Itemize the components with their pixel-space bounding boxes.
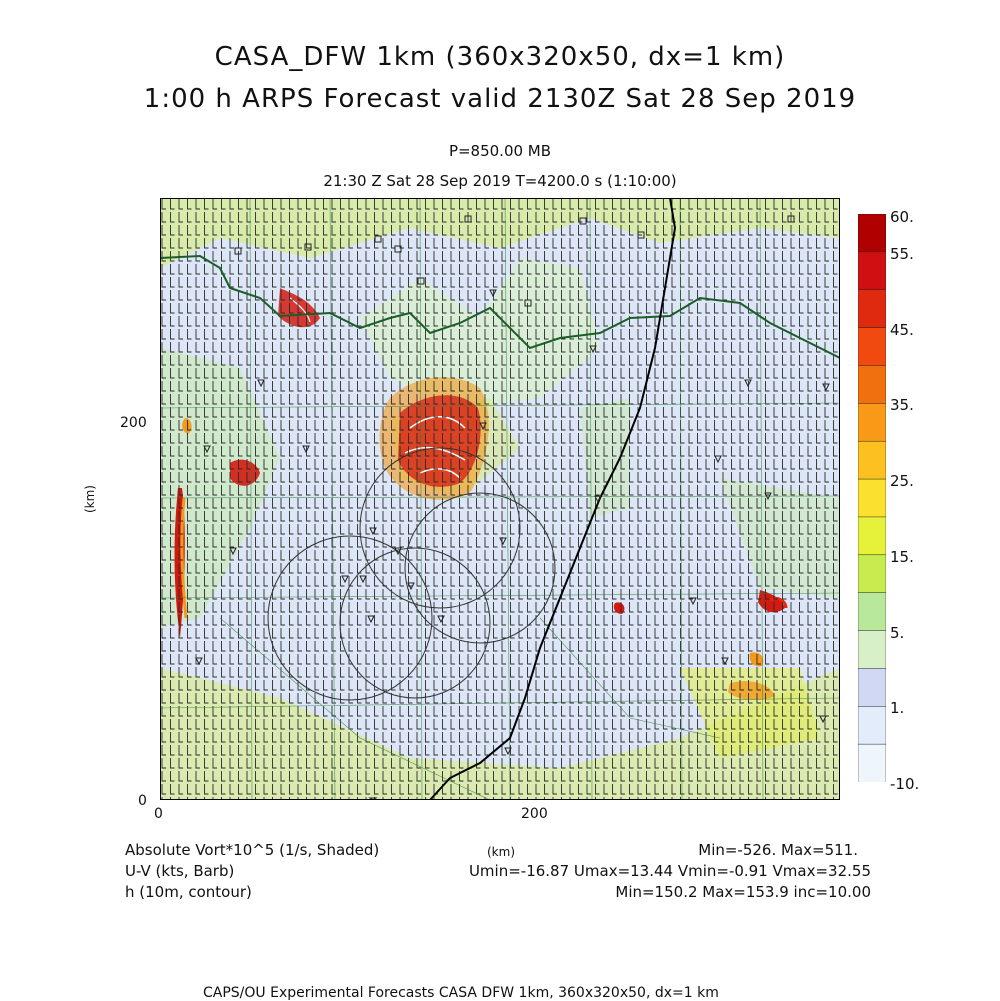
y-tick-200: 200 [120,415,147,431]
legend-stats-wind: Umin=-16.87 Umax=13.44 Vmin=-0.91 Vmax=32.55 [468,862,871,880]
colorbar-swatch [858,593,886,631]
colorbar-swatch [858,668,886,706]
x-axis-unit: (km) [487,845,516,859]
colorbar-label: 35. [890,396,914,414]
colorbar-swatch [858,403,886,441]
colorbar-swatch [858,744,886,782]
colorbar-swatch [858,479,886,517]
colorbar-swatch [858,214,886,252]
vorticity-map [160,198,840,800]
legend-field-wind: U-V (kts, Barb) [125,862,235,880]
legend-stats-height: Min=150.2 Max=153.9 inc=10.00 [615,883,871,901]
colorbar-swatch [858,365,886,403]
figure-title-line2: 1:00 h ARPS Forecast valid 2130Z Sat 28 Sep 2019 [143,84,857,114]
x-tick-200: 200 [521,806,548,822]
colorbar [858,214,886,782]
colorbar-swatch [858,555,886,593]
colorbar-label: 5. [890,624,905,642]
colorbar-swatch [858,290,886,328]
colorbar-label: -10. [890,775,920,793]
legend-field-height: h (10m, contour) [125,883,252,901]
colorbar-swatch [858,706,886,744]
colorbar-label: 55. [890,245,914,263]
colorbar-label: 60. [890,208,914,226]
x-tick-0: 0 [154,806,163,822]
colorbar-label: 15. [890,548,914,566]
valid-time: 21:30 Z Sat 28 Sep 2019 T=4200.0 s (1:10:00) [323,172,677,190]
colorbar-swatch [858,328,886,366]
colorbar-swatch [858,252,886,290]
footer-credit: CAPS/OU Experimental Forecasts CASA DFW 1km, 360x320x50, dx=1 km [203,985,719,1001]
pressure-level: P=850.00 MB [448,142,552,160]
figure-title-line1: CASA_DFW 1km (360x320x50, dx=1 km) [214,42,786,72]
colorbar-swatch [858,441,886,479]
colorbar-swatch [858,517,886,555]
legend-stats-vorticity: Min=-526. Max=511. [698,841,858,859]
colorbar-label: 25. [890,472,914,490]
wind-barbs [160,198,840,800]
legend-field-vorticity: Absolute Vort*10^5 (1/s, Shaded) [125,841,380,859]
y-axis-unit: (km) [83,484,98,514]
y-tick-0: 0 [138,793,147,809]
colorbar-label: 45. [890,321,914,339]
colorbar-label: 1. [890,699,905,717]
colorbar-swatch [858,631,886,669]
